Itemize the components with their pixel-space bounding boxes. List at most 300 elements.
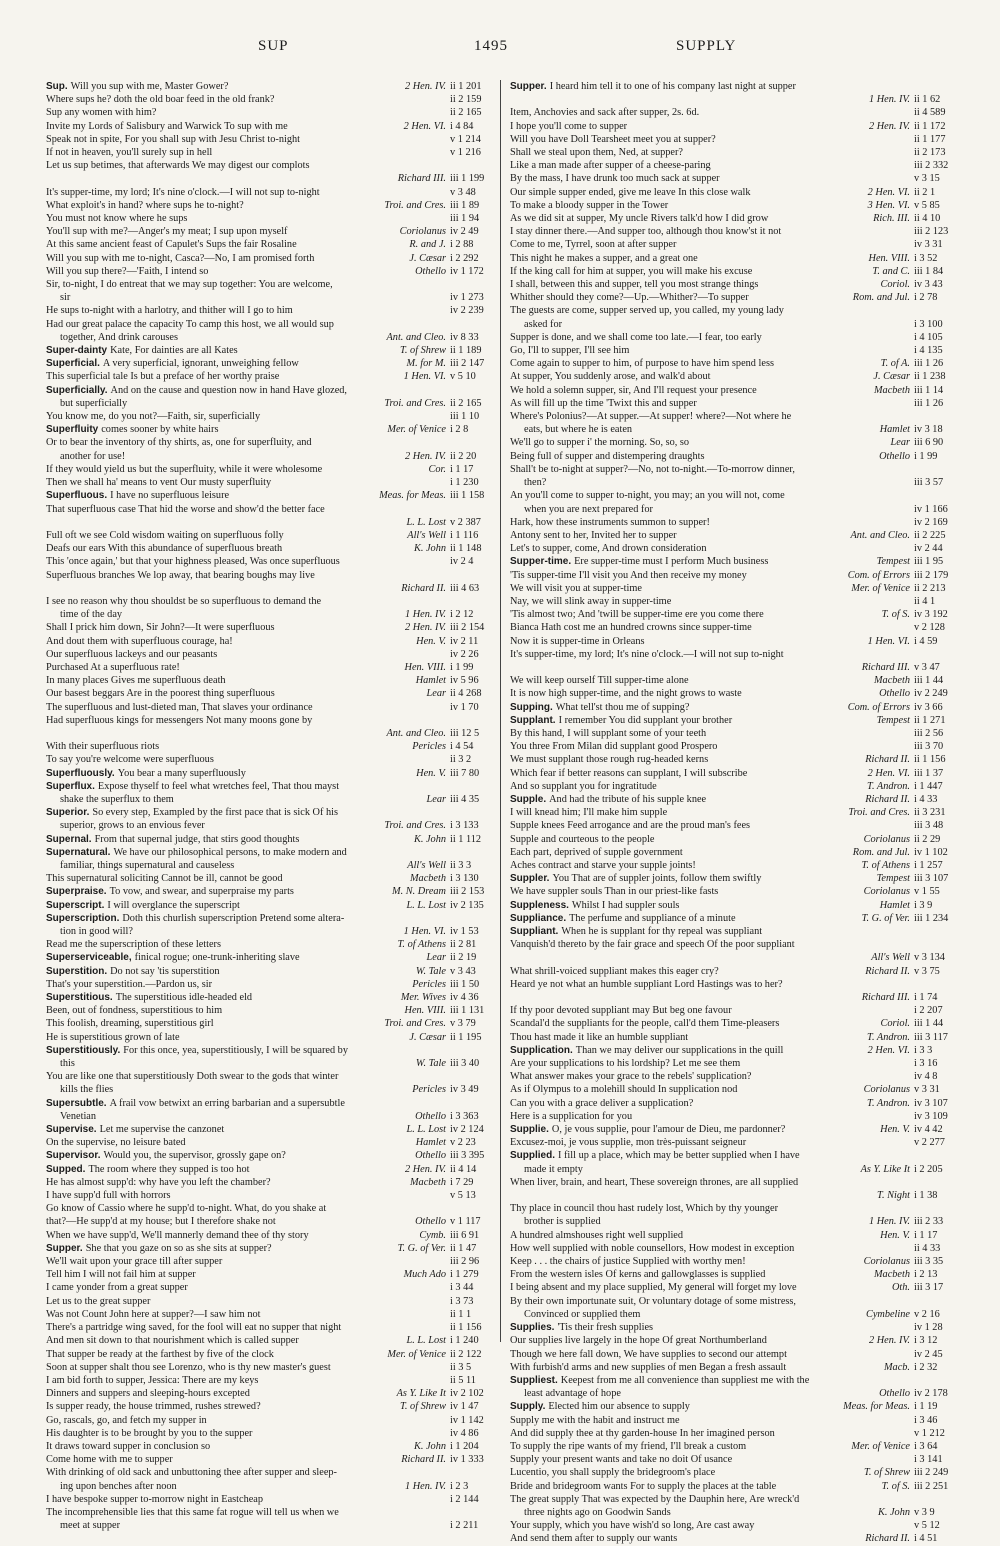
entry-act-scene-line: iii 2 96: [450, 1256, 480, 1268]
entry-act-scene-line: v 3 31: [914, 1084, 940, 1096]
entry-text: ing upon benches after noon: [60, 1480, 177, 1492]
entry-act-scene-line: v 3 134: [914, 952, 945, 964]
entry-play-reference: Troi. and Cres.: [384, 199, 446, 211]
entry-text: With furbish'd arms and new supplies of men Began a fresh assault: [510, 1361, 787, 1373]
entry-act-scene-line: iv 2 26: [450, 648, 479, 660]
entry-text: If not in heaven, you'll surely sup in hell: [46, 147, 213, 159]
entry-act-scene-line: i 1 116: [450, 529, 479, 541]
concordance-entry: [46, 608, 506, 621]
entry-act-scene-line: ii 1 238: [914, 371, 946, 383]
entry-act-scene-line: ii 1 177: [914, 133, 946, 145]
entry-quotation: [46, 436, 442, 449]
concordance-entry: [46, 384, 506, 397]
concordance-entry: [46, 595, 506, 608]
entry-act-scene-line: i 3 100: [914, 318, 943, 330]
entry-act-scene-line: iv 1 28: [914, 1322, 943, 1334]
concordance-entry: [510, 1414, 970, 1427]
entry-quotation: [46, 1493, 442, 1506]
entry-quotation: [46, 1097, 442, 1110]
entry-act-scene-line: i 2 12: [450, 609, 474, 621]
entry-text: This 'once again,' but that your highness pleased, Was once superfluous: [46, 556, 340, 568]
entry-quotation: [46, 120, 400, 133]
entry-text: On the supervise, no leisure bated: [46, 1137, 186, 1149]
entry-headword: Supplies.: [510, 1322, 555, 1334]
entry-act-scene-line: iv 2 135: [450, 899, 484, 911]
entry-text: Doth this churlish superscription Pretend some altera-: [122, 912, 345, 924]
entry-text: We have suppler souls Than in our priest-like fasts: [510, 886, 719, 898]
entry-act-scene-line: v 2 277: [914, 1137, 945, 1149]
concordance-entry: [510, 212, 970, 225]
concordance-entry: [510, 727, 970, 740]
entry-text: Now it is supper-time in Orleans: [510, 635, 645, 647]
concordance-entry: [46, 238, 506, 251]
entry-quotation: [46, 846, 442, 859]
entry-text: Kate, For dainties are all Kates: [110, 345, 238, 357]
concordance-entry: [510, 1480, 970, 1493]
entry-quotation: [46, 899, 403, 912]
entry-quotation: [510, 1031, 863, 1044]
entry-act-scene-line: iii 1 26: [914, 358, 944, 370]
entry-act-scene-line: i 1 257: [914, 859, 943, 871]
entry-act-scene-line: iv 3 107: [914, 1097, 948, 1109]
entry-text: Go know of Cassio where he supp'd to-night. What, do you shake at: [46, 1203, 327, 1215]
entry-text: familiar, things supernatural and causeless: [60, 859, 235, 871]
entry-headword: Superfluous.: [46, 490, 108, 502]
entry-act-scene-line: ii 1 189: [450, 345, 482, 357]
entry-text: shake the superflux to them: [60, 793, 174, 805]
concordance-entry: [46, 503, 506, 516]
entry-act-scene-line: iv 1 47: [450, 1401, 479, 1413]
entry-quotation: [510, 463, 906, 476]
entry-act-scene-line: ii 1 156: [450, 1322, 482, 1334]
entry-act-scene-line: i 4 54: [450, 741, 474, 753]
concordance-entry: [510, 1110, 970, 1123]
concordance-entry: [510, 542, 970, 555]
entry-quotation: [46, 450, 401, 463]
entry-act-scene-line: i 2 13: [914, 1269, 938, 1281]
entry-act-scene-line: iii 2 251: [914, 1480, 949, 1492]
entry-headword: Supplied.: [510, 1150, 555, 1162]
concordance-entry: [510, 1017, 970, 1030]
entry-quotation: [46, 1202, 442, 1215]
entry-text: Come again to supper to him, of purpose to have him spend less: [510, 358, 774, 370]
concordance-entry: [510, 806, 970, 819]
entry-act-scene-line: iii 1 199: [450, 173, 485, 185]
entry-act-scene-line: v 3 9: [914, 1506, 935, 1518]
concordance-entry: [46, 225, 506, 238]
entry-act-scene-line: iv 2 45: [914, 1348, 943, 1360]
entry-text: In many places Gives me superfluous death: [46, 675, 226, 687]
entry-play-reference: 2 Hen. IV.: [869, 120, 910, 132]
entry-act-scene-line: i 2 211: [450, 1520, 479, 1532]
entry-quotation: [510, 819, 906, 832]
entry-play-reference: 1 Hen. IV.: [405, 1480, 446, 1492]
entry-text: Let's to supper, come, And drown consideration: [510, 543, 707, 555]
entry-text: O, je vous supplie, pour l'amour de Dieu, me pardonner?: [551, 1124, 786, 1136]
entry-quotation: [510, 1466, 860, 1479]
entry-text: This night he makes a supper, and a great one: [510, 252, 698, 264]
entry-headword: Superstitious.: [46, 992, 113, 1004]
entry-play-reference: T. G. of Ver.: [861, 912, 910, 924]
entry-text: We'll go to supper i' the morning. So, so, so: [510, 437, 690, 449]
entry-text: I remember You did supplant your brother: [558, 714, 733, 726]
entry-quotation: [510, 291, 849, 304]
entry-play-reference: K. John: [413, 1440, 446, 1452]
entry-quotation: [46, 753, 442, 766]
entry-act-scene-line: ii 1 148: [450, 543, 482, 555]
entry-text: An you'll come to supper to-night, you may; an you will not, come: [510, 490, 785, 502]
entry-quotation: [46, 925, 400, 938]
entry-act-scene-line: ii 1 112: [450, 833, 482, 845]
entry-play-reference: Troi. and Cres.: [384, 820, 446, 832]
entry-quotation: [46, 793, 423, 806]
entry-act-scene-line: i 7 29: [450, 1176, 474, 1188]
entry-quotation: [510, 304, 906, 317]
entry-text: 'Tis almost two; And 'twill be supper-time ere you come there: [510, 609, 764, 621]
entry-text: Heard ye not what an humble suppliant Lord Hastings was to her?: [510, 978, 783, 990]
entry-text: You are like one that superstitiously Doth swear to the gods that winter: [46, 1071, 339, 1083]
entry-act-scene-line: i 4 51: [914, 1533, 938, 1545]
entry-play-reference: W. Tale: [415, 965, 446, 977]
concordance-entry: [46, 344, 506, 357]
entry-quotation: [46, 278, 442, 291]
entry-headword: Supplication.: [510, 1044, 573, 1056]
concordance-entry: [510, 1281, 970, 1294]
entry-act-scene-line: i 3 133: [450, 820, 479, 832]
entry-quotation: [46, 1348, 383, 1361]
entry-play-reference: Tempest: [876, 873, 910, 885]
entry-play-reference: J. Cæsar: [409, 252, 446, 264]
concordance-entry: [510, 1163, 970, 1176]
entry-quotation: [46, 397, 380, 410]
entry-headword: Superflux.: [46, 780, 95, 792]
entry-play-reference: Meas. for Meas.: [843, 1401, 910, 1413]
concordance-entry: [510, 714, 970, 727]
entry-text: I have no superfluous leisure: [110, 490, 230, 502]
entry-text: Will you sup there?—'Faith, I intend so: [46, 265, 209, 277]
entry-text: Convinced or supplied them: [524, 1308, 641, 1320]
entry-act-scene-line: v 2 16: [914, 1308, 940, 1320]
entry-text: That superfluous case That hid the worse and show'd the better face: [46, 503, 325, 515]
entry-play-reference: L. L. Lost: [406, 1335, 446, 1347]
entry-act-scene-line: iii 1 44: [914, 1018, 944, 1030]
concordance-entry: [46, 1176, 506, 1189]
concordance-entry: [46, 1097, 506, 1110]
entry-act-scene-line: iii 3 107: [914, 873, 949, 885]
entry-act-scene-line: i 2 78: [914, 292, 938, 304]
entry-text: If thy poor devoted suppliant may But beg one favour: [510, 1005, 732, 1017]
entry-text: I see no reason why thou shouldst be so superfluous to demand the: [46, 595, 322, 607]
entry-quotation: [46, 238, 405, 251]
entry-quotation: [46, 357, 403, 370]
entry-text: A frail vow betwixt an erring barbarian and a supersubtle: [109, 1097, 345, 1109]
entry-text: Supper is done, and we shall come too late.—I fear, too early: [510, 331, 762, 343]
entry-act-scene-line: v 2 128: [914, 622, 945, 634]
entry-text: Then we shall ha' means to vent Our musty superfluity: [46, 477, 272, 489]
entry-act-scene-line: i 4 59: [914, 635, 938, 647]
entry-text: Supple knees Feed arrogance and are the proud man's fees: [510, 820, 751, 832]
entry-text: made it empty: [524, 1163, 583, 1175]
entry-text: then?: [524, 477, 547, 489]
entry-act-scene-line: ii 4 1: [914, 595, 936, 607]
entry-text: Or to bear the inventory of thy shirts, as, one for superfluity, and: [46, 437, 312, 449]
entry-text: It's supper-time, my lord; It's nine o'clock.—I will not sup to-night: [46, 186, 320, 198]
entry-play-reference: T. of Shrew: [863, 1467, 910, 1479]
concordance-entry: [46, 489, 506, 502]
entry-text: She that you gaze on so as she sits at supper?: [85, 1242, 272, 1254]
concordance-entry: [46, 1136, 506, 1149]
entry-act-scene-line: ii 2 81: [450, 939, 477, 951]
entry-text: The superfluous and lust-dieted man, That slaves your ordinance: [46, 701, 313, 713]
concordance-entry: [510, 265, 970, 278]
entry-act-scene-line: iv 2 11: [450, 635, 479, 647]
entry-play-reference: Hamlet: [415, 1137, 446, 1149]
concordance-entry: [46, 1268, 506, 1281]
entry-headword: Supplant.: [510, 714, 556, 726]
concordance-entry: [510, 1083, 970, 1096]
entry-text: I heard him tell it to one of his company last night at supper: [549, 81, 796, 92]
entry-text: That's your superstition.—Pardon us, sir: [46, 978, 213, 990]
concordance-entry: [46, 991, 506, 1004]
entry-text: asked for: [524, 318, 563, 330]
entry-act-scene-line: v 3 43: [450, 965, 476, 977]
entry-quotation: [510, 1532, 861, 1545]
entry-text: Will you sup with me to-night, Casca?—No, I am promised forth: [46, 252, 315, 264]
concordance-entry: [46, 516, 506, 529]
entry-play-reference: T. of Athens: [861, 859, 910, 871]
entry-quotation: [46, 740, 408, 753]
entry-text: 'Tis their fresh supplies: [557, 1322, 654, 1334]
concordance-entry: [510, 133, 970, 146]
concordance-entry: [510, 872, 970, 885]
entry-text: We have our philosophical persons, to make modern and: [113, 846, 347, 858]
concordance-entry: [46, 1427, 506, 1440]
entry-text: Each part, deprived of supple government: [510, 846, 683, 858]
concordance-entry: [46, 1506, 506, 1519]
entry-play-reference: Macbeth: [873, 675, 910, 687]
entry-quotation: [46, 767, 412, 780]
entry-act-scene-line: iv 4 8: [914, 1071, 938, 1083]
concordance-entry: [510, 146, 970, 159]
concordance-entry: [510, 331, 970, 344]
entry-text: With drinking of old sack and unbuttoning thee after supper and sleep-: [46, 1467, 337, 1479]
entry-quotation: [510, 489, 906, 502]
concordance-entry: [46, 291, 506, 304]
entry-text: Your supply, which you have wish'd so long, Are cast away: [510, 1520, 755, 1532]
entry-quotation: [510, 555, 873, 568]
entry-quotation: [46, 1031, 405, 1044]
entry-text: Shall we steal upon them, Ned, at supper?: [510, 147, 684, 159]
entry-act-scene-line: iii 1 94: [450, 213, 480, 225]
entry-play-reference: Macbeth: [873, 384, 910, 396]
entry-play-reference: Troi. and Cres.: [384, 1018, 446, 1030]
entry-play-reference: Coriolanus: [863, 886, 910, 898]
entry-play-reference: Cor.: [428, 463, 446, 475]
entry-act-scene-line: i 3 52: [914, 252, 938, 264]
entry-act-scene-line: iii 2 179: [914, 569, 949, 581]
entry-play-reference: Troi. and Cres.: [384, 397, 446, 409]
concordance-entry: [46, 463, 506, 476]
entry-play-reference: J. Cæsar: [409, 1031, 446, 1043]
concordance-entry: [46, 951, 506, 964]
entry-quotation: [46, 608, 401, 621]
entry-act-scene-line: v 1 212: [914, 1427, 945, 1439]
entry-text: Had superfluous kings for messengers Not many moons gone by: [46, 714, 313, 726]
concordance-entry: [46, 1387, 506, 1400]
entry-play-reference: J. Cæsar: [873, 371, 910, 383]
entry-text: sir: [60, 292, 71, 304]
concordance-entry: [510, 436, 970, 449]
entry-text: Superfluous branches We lop away, that bearing boughs may live: [46, 569, 315, 581]
entry-play-reference: Pericles: [412, 978, 446, 990]
entry-act-scene-line: ii 2 213: [914, 582, 946, 594]
entry-headword: Supersubtle.: [46, 1097, 107, 1109]
concordance-entry: [46, 833, 506, 846]
entry-text: If the king call for him at supper, you will make his excuse: [510, 265, 753, 277]
entry-act-scene-line: i 4 84: [450, 120, 474, 132]
entry-act-scene-line: iv 2 239: [450, 305, 484, 317]
entry-quotation: [46, 687, 423, 700]
concordance-entry: [46, 1480, 506, 1493]
concordance-entry: [46, 1361, 506, 1374]
entry-headword: Superior.: [46, 807, 90, 819]
entry-text: Scandal'd the suppliants for the people, call'd them Time-pleasers: [510, 1018, 780, 1030]
entry-quotation: [46, 1440, 410, 1453]
entry-act-scene-line: ii 1 195: [450, 1031, 482, 1043]
entry-act-scene-line: ii 2 165: [450, 107, 482, 119]
concordance-entry: [46, 1308, 506, 1321]
concordance-entry: [46, 925, 506, 938]
entry-play-reference: Richard II.: [865, 965, 910, 977]
entry-act-scene-line: iii 1 26: [914, 397, 944, 409]
entry-play-reference: Hen. VIII.: [404, 661, 446, 673]
concordance-entry: [510, 1519, 970, 1532]
entry-headword: Sup.: [46, 81, 68, 92]
entry-text: From the western isles Of kerns and gallowglasses is supplied: [510, 1269, 766, 1281]
entry-headword: Supper.: [46, 1242, 83, 1254]
entry-act-scene-line: iv 2 49: [450, 226, 479, 238]
concordance-entry: [510, 357, 970, 370]
entry-act-scene-line: iv 1 333: [450, 1454, 484, 1466]
concordance-entry: [46, 1202, 506, 1215]
entry-act-scene-line: iv 4 86: [450, 1427, 479, 1439]
concordance-entry: [510, 370, 970, 383]
entry-text: Will you sup with me, Master Gower?: [70, 81, 229, 92]
entry-text: And on the cause and question now in hand Have glozed,: [110, 384, 347, 396]
concordance-entry: [46, 1348, 506, 1361]
concordance-entry: [510, 489, 970, 502]
entry-quotation: [510, 885, 860, 898]
concordance-entry: [510, 1229, 970, 1242]
entry-quotation: [510, 1017, 877, 1030]
concordance-entry: [510, 819, 970, 832]
entry-quotation: [510, 767, 864, 780]
entry-text: There's a partridge wing saved, for the fool will eat no supper that night: [46, 1322, 342, 1334]
concordance-entry: [510, 516, 970, 529]
concordance-entry: [46, 1374, 506, 1387]
entry-act-scene-line: iii 1 50: [450, 978, 480, 990]
entry-play-reference: Hen. V.: [416, 767, 446, 779]
entry-text: Which fear if better reasons can supplant, I will subscribe: [510, 767, 748, 779]
concordance-entry: [46, 1255, 506, 1268]
concordance-entry: [510, 304, 970, 317]
entry-quotation: [46, 225, 396, 238]
concordance-entry: [46, 648, 506, 661]
entry-quotation: [46, 714, 442, 727]
entry-act-scene-line: ii 3 231: [914, 807, 946, 819]
concordance-entry: [510, 965, 970, 978]
entry-quotation: [510, 1334, 865, 1347]
entry-quotation: [46, 569, 442, 582]
entry-play-reference: T. and C.: [872, 265, 910, 277]
entry-text: The guests are come, supper served up, you called, my young lady: [510, 305, 784, 317]
entry-text: It's supper-time, my lord; It's nine o'clock.—I will not sup to-night: [510, 648, 784, 660]
entry-play-reference: 2 Hen. IV.: [405, 622, 446, 634]
entry-play-reference: Mer. Wives: [400, 992, 446, 1004]
entry-text: Full oft we see Cold wisdom waiting on superfluous folly: [46, 529, 284, 541]
entry-quotation: [510, 938, 906, 951]
entry-text: And send them after to supply our wants: [510, 1533, 678, 1545]
entry-text: And so supplant you for ingratitude: [510, 780, 657, 792]
entry-quotation: [46, 819, 380, 832]
entry-quotation: [46, 212, 442, 225]
entry-act-scene-line: i 1 99: [450, 661, 474, 673]
entry-play-reference: Hen. V.: [416, 635, 446, 647]
concordance-entry: [46, 661, 506, 674]
entry-play-reference: Mer. of Venice: [851, 582, 910, 594]
entry-play-reference: 1 Hen. VI.: [403, 371, 446, 383]
entry-quotation: [510, 859, 857, 872]
entry-text: Let me supervise the canzonet: [99, 1124, 225, 1136]
entry-headword: Superscript.: [46, 899, 105, 911]
entry-quotation: [46, 93, 442, 106]
entry-text: I fill up a place, which may be better supplied when I have: [558, 1150, 800, 1162]
entry-text: I being absent and my place supplied, My general will forget my love: [510, 1282, 797, 1294]
concordance-entry: [510, 225, 970, 238]
entry-act-scene-line: iii 3 57: [914, 477, 944, 489]
entry-act-scene-line: v 1 216: [450, 147, 481, 159]
entry-quotation: [46, 318, 442, 331]
entry-act-scene-line: iii 1 158: [450, 490, 485, 502]
concordance-entry: [510, 344, 970, 357]
entry-text: Let us sup betimes, that afterwards We may digest our complots: [46, 160, 310, 172]
entry-quotation: [46, 1427, 442, 1440]
entry-quotation: [46, 859, 403, 872]
concordance-entry: [46, 1493, 506, 1506]
entry-text: We will keep ourself Till supper-time alone: [510, 675, 689, 687]
entry-headword: Supplie.: [510, 1124, 549, 1136]
entry-quotation: [46, 291, 442, 304]
entry-quotation: [510, 925, 906, 938]
entry-act-scene-line: i 1 17: [914, 1229, 938, 1241]
entry-text: What answer makes your grace to the rebels' supplication?: [510, 1071, 752, 1083]
concordance-entry: [46, 172, 506, 185]
entry-play-reference: All's Well: [871, 952, 910, 964]
concordance-entry: [510, 1453, 970, 1466]
entry-text: The superstitious idle-headed eld: [115, 992, 253, 1004]
entry-act-scene-line: iii 1 84: [914, 265, 944, 277]
entry-quotation: [46, 1321, 442, 1334]
entry-quotation: [510, 978, 906, 991]
entry-act-scene-line: iv 1 70: [450, 701, 479, 713]
entry-quotation: [510, 1400, 839, 1413]
entry-quotation: [510, 912, 858, 925]
entry-quotation: [510, 1427, 906, 1440]
entry-act-scene-line: ii 3 3: [450, 859, 472, 871]
entry-text: Lucentio, you shall supply the bridegroom's place: [510, 1467, 716, 1479]
entry-act-scene-line: ii 2 19: [450, 952, 477, 964]
entry-quotation: [46, 304, 442, 317]
